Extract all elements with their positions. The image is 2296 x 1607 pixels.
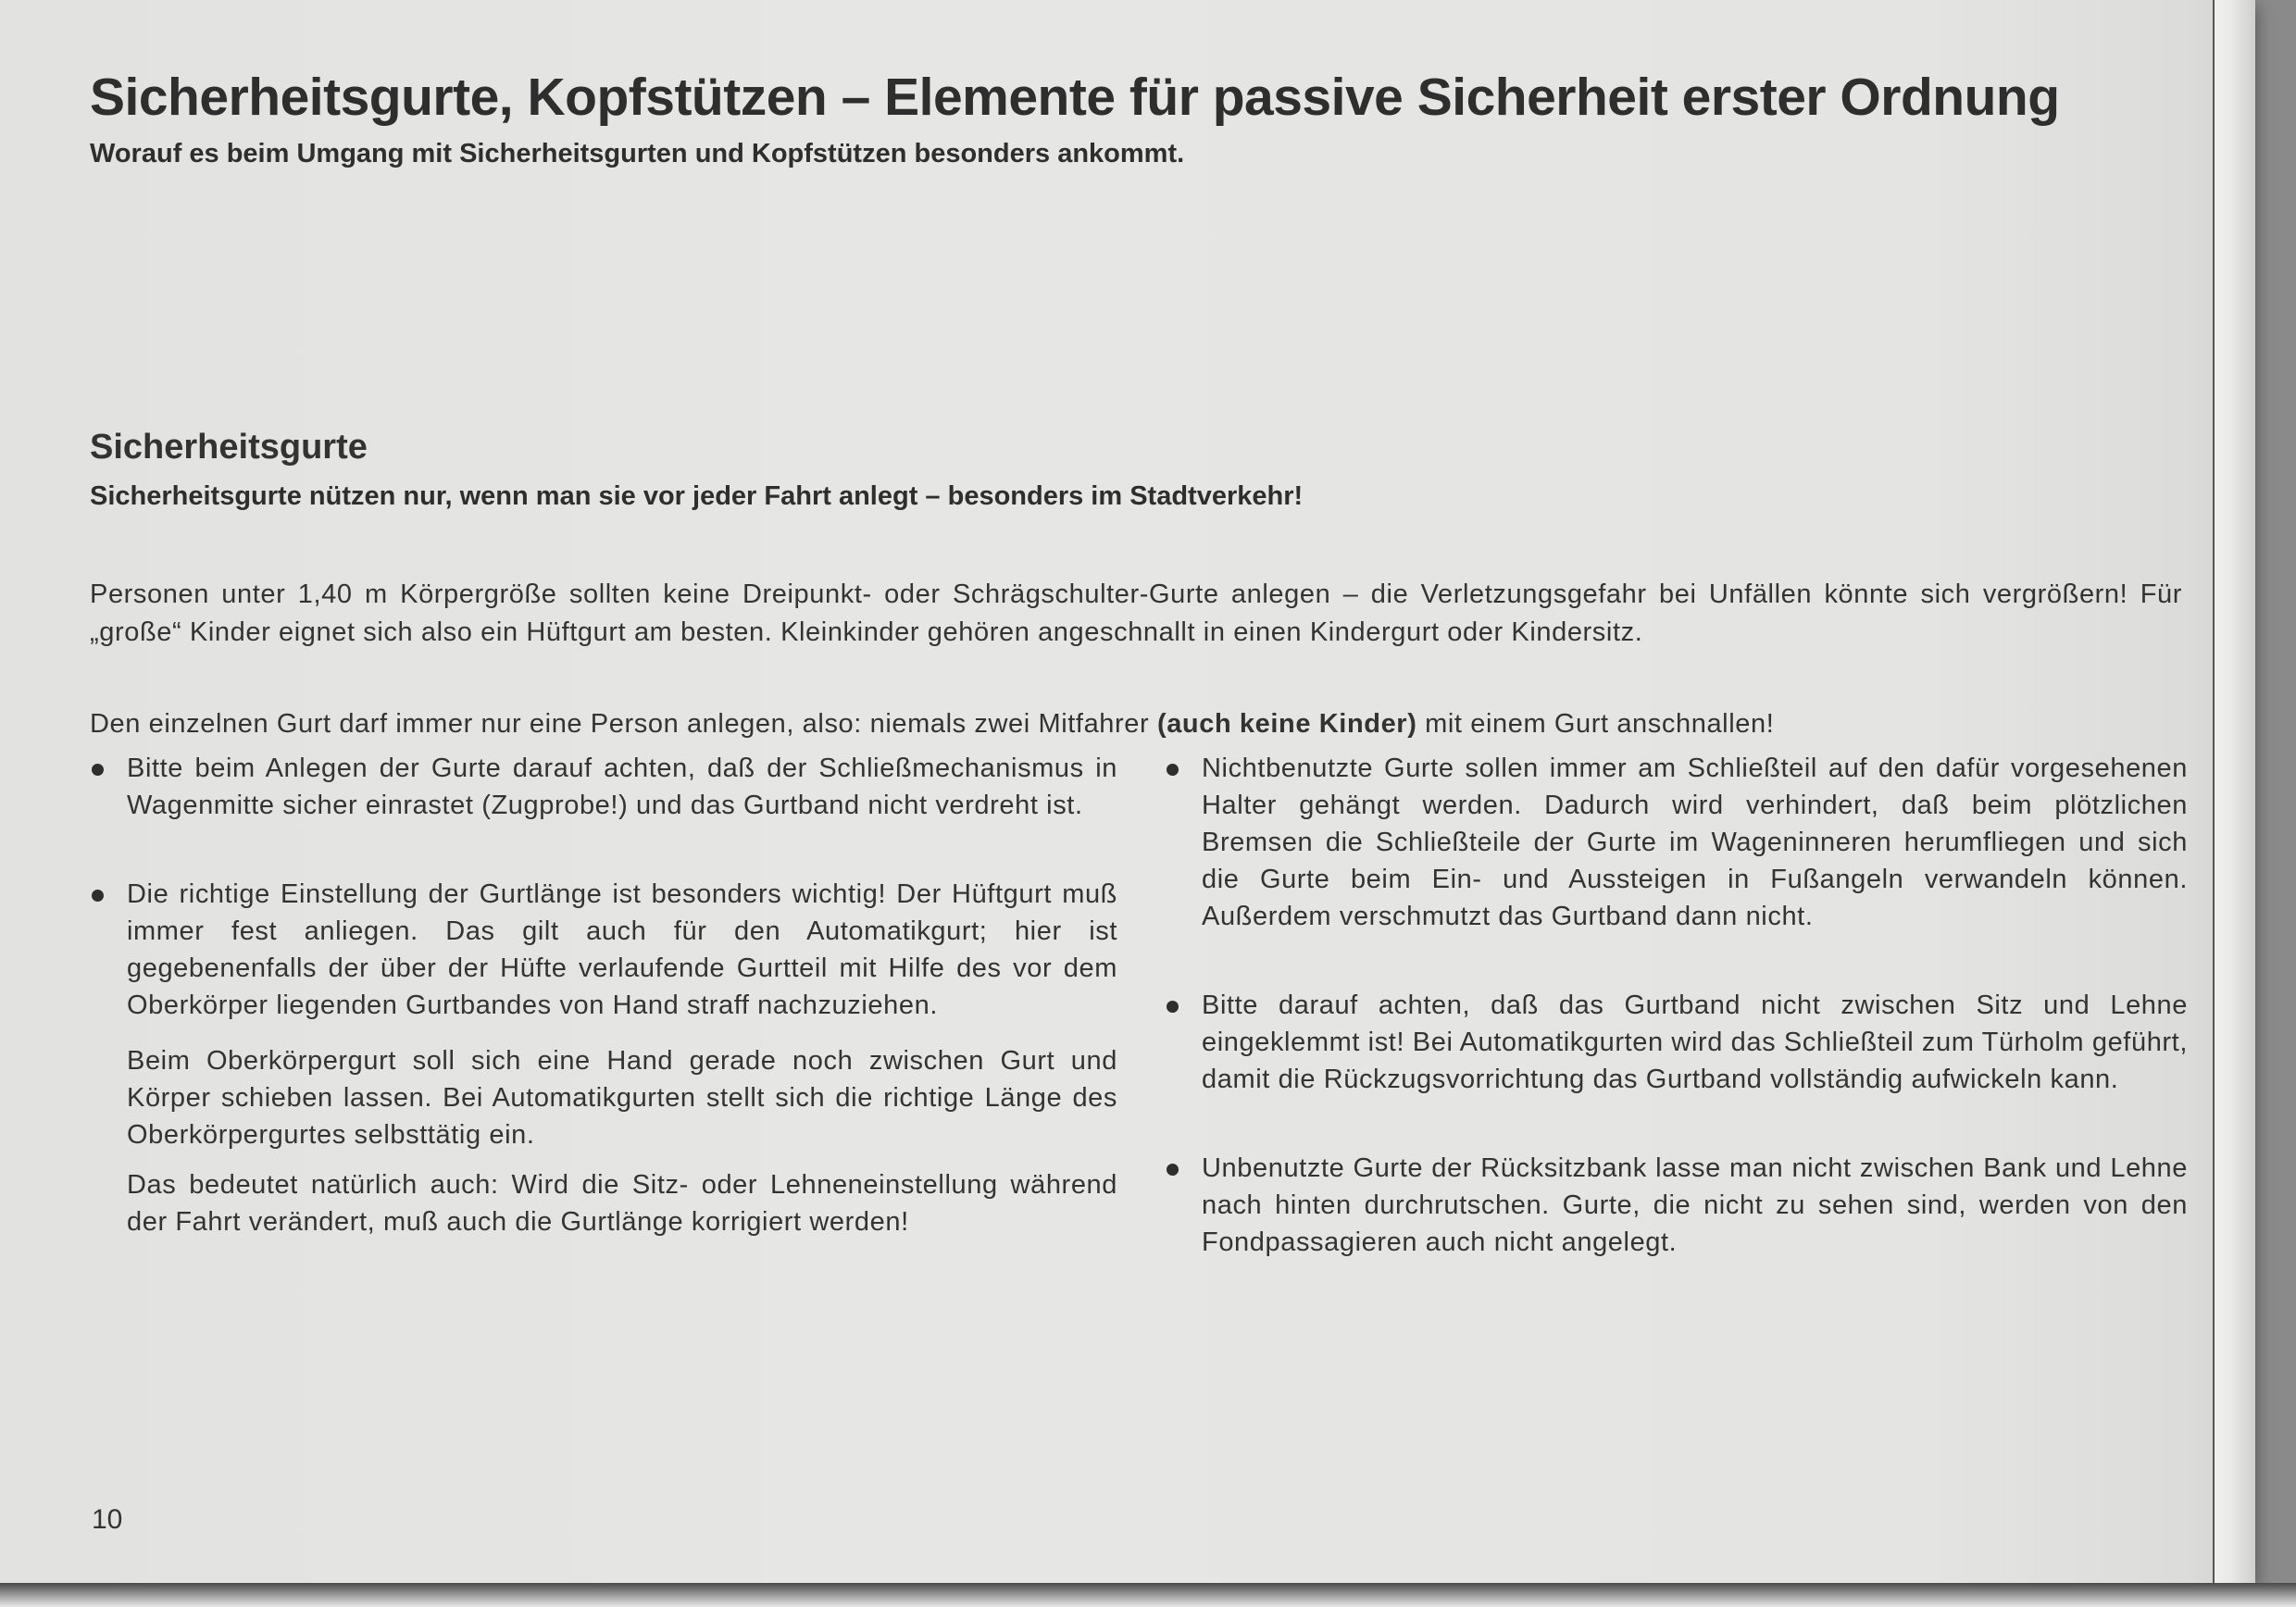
list-item <box>1165 750 2188 935</box>
list-item <box>1165 987 2188 1098</box>
bullet-icon <box>1167 764 1179 776</box>
page-number: 10 <box>92 1504 123 1535</box>
bullet-icon <box>92 890 104 902</box>
list-item-text: Die richtige Einstellung der Gurtlänge ist besonders wichtig! Der Hüftgurt muß immer fest anliegen. Das gilt auch für den Automatikgurt; hier ist gegebenenfalls der über der Hüfte verlaufende Gurtteil mit Hilfe des vor dem Oberkörper liegenden Gurtbandes von Hand straff nachzuziehen. <box>127 879 1117 1020</box>
bullet-icon <box>92 764 104 776</box>
paragraph-one-person-per-belt <box>90 705 2182 743</box>
page-title: Sicherheitsgurte, Kopfstützen – Elemente für passive Sicherheit erster Ordnung <box>90 68 2060 128</box>
next-page-edge <box>2213 0 2255 1583</box>
page-subtitle: Worauf es beim Umgang mit Sicherheitsgurten und Kopfstützen besonders ankommt. <box>90 139 1185 168</box>
section-heading: Sicherheitsgurte <box>90 427 368 467</box>
paragraph-text: mit einem Gurt anschnallen! <box>1416 709 1775 739</box>
page-shadow <box>0 1583 2296 1607</box>
list-item <box>1165 1150 2188 1261</box>
list-item-text: Nichtbenutzte Gurte sollen immer am Schließteil auf den dafür vorgesehenen Halter gehängt werden. Dadurch wird verhindert, daß beim plötzlichen Bremsen die Schließteile der Gurte im Wageninneren herumfliegen und sich die Gurte beim Ein- und Aussteigen in Fußangeln verwandeln können. Außerdem verschmutzt das Gurtband dann nicht. <box>1202 754 2188 931</box>
list-item-text: Bitte darauf achten, daß das Gurtband nicht zwischen Sitz und Lehne eingeklemmt ist! Bei Automatikgurten wird das Schließteil zum Türholm geführt, damit die Rückzugsvorrichtung das Gurtband vollständig aufwickeln kann. <box>1202 990 2188 1094</box>
list-item-continuation: Beim Oberkörpergurt soll sich eine Hand gerade noch zwischen Gurt und Körper schieben lassen. Bei Automatikgurten stellt sich die richtige Länge des Oberkörpergurtes selbsttätig ein. <box>127 1046 1117 1150</box>
list-item-text: Bitte beim Anlegen der Gurte darauf achten, daß der Schließmechanismus in Wagenmitte sicher einrastet (Zugprobe!) und das Gurtband nicht verdreht ist. <box>127 754 1117 820</box>
lead-statement: Sicherheitsgurte nützen nur, wenn man sie vor jeder Fahrt anlegt – besonders im Stadtverkehr! <box>90 481 1304 511</box>
paragraph-emphasis: (auch keine Kinder) <box>1156 709 1417 739</box>
paragraph-children-belts: Personen unter 1,40 m Körpergröße sollten keine Dreipunkt- oder Schrägschulter-Gurte anlegen – die Verletzungsgefahr bei Unfällen könnte sich vergrößern! Für „große“ Kinder eignet sich also ein Hüftgurt am besten. Kleinkinder gehören angeschnallt in einen Kindergurt oder Kindersitz. <box>90 579 2182 647</box>
bullet-icon <box>1167 1164 1179 1176</box>
paragraph-text: Den einzelnen Gurt darf immer nur eine Person anlegen, also: niemals zwei Mitfahrer <box>90 709 1157 739</box>
list-item-text: Unbenutzte Gurte der Rücksitzbank lasse man nicht zwischen Bank und Lehne nach hinten durchrutschen. Gurte, die nicht zu sehen sind, werden von den Fondpassagieren auch nicht angelegt. <box>1202 1153 2188 1257</box>
list-item <box>90 750 1117 824</box>
left-column <box>90 750 1117 1287</box>
bullet-icon <box>1167 1001 1179 1013</box>
list-item <box>90 876 1117 1024</box>
list-item-continuation: Das bedeutet natürlich auch: Wird die Sitz- oder Lehneneinstellung während der Fahrt verändert, muß auch die Gurtlänge korrigiert werden! <box>127 1170 1117 1237</box>
right-column <box>1165 750 2188 1313</box>
